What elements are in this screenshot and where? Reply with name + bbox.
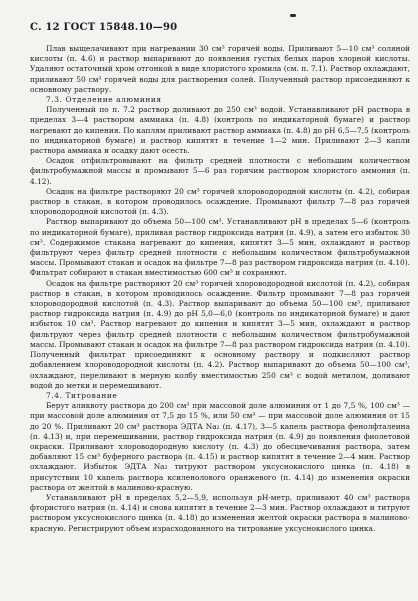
paragraph: Устанавливают pH в пределах 5,2—5,9, используя pH-метр, приливают 40 см³ раствора фтористого натрия (п. 4.14) и снова кипятят в течение 2—3 мин. Раствор охлаждают и титруют раствором уксуснокислого цинка (п. 4.18) до изменения желтой окраски раствора в малиново-красную. Регистрируют объем израсходованного на титрование уксуснокислого цинка. [30, 492, 410, 533]
paragraph: Осадок на фильтре растворяют 20 см³ горячей хлороводородной кислотой (п. 4.2), собирая раствор в стакан, в котором проводилось осаждение. Фильтр промывают 7—8 раз горячей хлороводородной кислотой (п. 4.3). Раствор выпаривают до объема 50—100 см³, приливают раствор гидроксида натрия (п. 4.9) до pH 5,0—6,0 (контроль по индикаторной бумаге) и дают избыток 10 см³. Раствор нагревают до кипения и кипятят 3—5 мин, охлаждают и раствор фильтруют через фильтр средней плотности с небольшим количеством фильтробумажной массы. Промывают стакан и осадок на фильтре 7—8 раз раствором гидроксида натрия (п. 4.10). Полученный фильтрат присоединяют к основному раствору и подкисляют раствор добавлением хлороводородной кислоты (п. 4.2). Раствор выпаривают до объема 50—100 см³, охлаждают, переливают в мерную колбу вместимостью 250 см³ с водой метилом, доливают водой до метки и перемешивают. [30, 278, 410, 390]
section-heading: 7.3. Отделение алюминия [46, 95, 162, 105]
paragraph: Берут аликвоту раствора до 200 см³ при массовой доле алюминия от 1 до 7,5 %, 100 см³ — при массовой доле алюминия от 7,5 до 15 %, или 50 см³ — при массовой доле алюминия от 15 до 20 %. Приливают 20 см³ раствора ЭДТА Na₂ (п. 4.17), 3—5 капель раствора фенолфталеина (п. 4.13) и, при перемешивании, раствор гидроксида натрия (п. 4.9) до появления фиолетовой окраски. Приливают хлороводородную кислоту (п. 4.3) до обесцвечивания раствора, затем добавляют 15 см³ буферного раствора (п. 4.15) и раствор кипятят в течение 2—4 мин. Раствор охлаждают. Избыток ЭДТА Na₂ титруют раствором уксуснокислого цинка (п. 4.18) в присутствии 10 капель раствора ксиленолового оранжевого (п. 4.14) до изменения окраски раствора от желтой в малиново-красную. [30, 401, 410, 492]
paragraph: Осадок отфильтровывают на фильтр средней плотности с небольшим количеством фильтробумажной массы и промывают 5—6 раз горячим раствором хлористого аммония (п. 4.12). [30, 156, 410, 186]
paragraph: Раствор выпаривают до объема 50—100 см³. Устанавливают pH в пределах 5—6 (контроль по индикаторной бумаге), приливая раствор гидроксида натрия (п. 4.9), а затем его избыток 30 см³. Содержимое стакана нагревают до кипения, кипятят 3—5 мин, охлаждают и раствор фильтруют через фильтр средней плотности с небольшим количеством фильтробумажной массы. Промывают стакан и осадок на фильтре 7—8 раз раствором гидроксида натрия (п. 4.10). Фильтрат собирают в стакан вместимостью 600 см³ и сохраняют. [30, 217, 410, 278]
document-body [30, 44, 410, 534]
paragraph: Осадок на фильтре растворяют 20 см³ горячей хлороводородной кислоты (п. 4.2), собирая раствор в стакан, в котором проводилось осаждение. Промывают фильтр 7—8 раз горячей хлороводородной кислотой (п. 4.3). [30, 186, 410, 217]
page-header: С. 12 ГОСТ 15848.10—90 [30, 22, 178, 33]
paragraph: Плав выщелачивают при нагревании 30 см³ горячей воды. Приливают 5—10 см³ соляной кислоты (п. 4.6) и раствор выпаривают до появления густых белых паров хлорной кислоты. Удаляют остаточный хром отгонкой в виде хлористого хромила (см. п. 7.1). Раствор охлаждают, приливают 50 см³ горячей воды для растворения солей. Полученный раствор присоединяют к основному раствору. [30, 44, 410, 94]
ink-mark [290, 14, 296, 17]
section-heading: 7.4. Титрование [46, 390, 118, 400]
paragraph: Полученный по п. 7.2 раствор доливают до 250 см³ водой. Устанавливают pH раствора в пределах 3—4 раствором аммиака (п. 4.8) (контроль по индикаторной бумаге) и раствор нагревают до кипения. По каплям приливают раствор аммиака (п. 4.8) до pH 6,5—7,5 (контроль по индикаторной бумаге) и раствор кипятят в течение 1—2 мин. Приливают 2—3 капли раствора аммиака и осадку дают осесть. [30, 105, 410, 156]
